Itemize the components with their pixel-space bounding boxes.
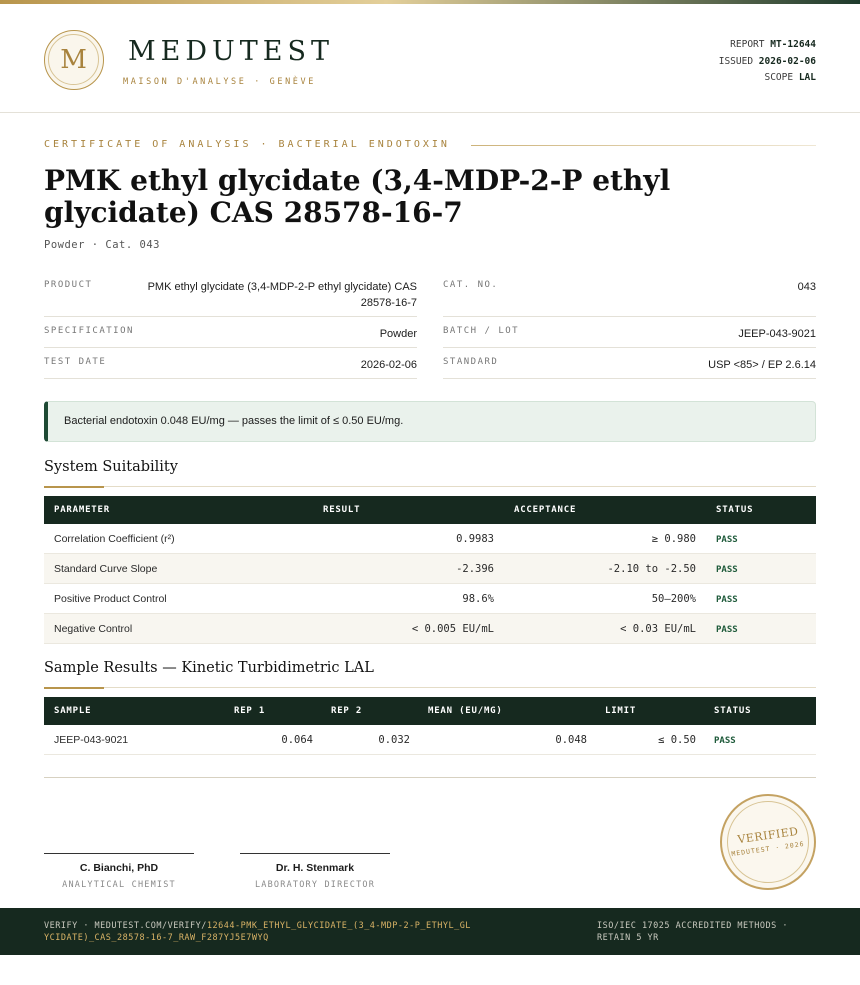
table-row: Negative Control < 0.005 EU/mL < 0.03 EU/mL PASS [44,614,816,644]
signature-divider [44,777,816,778]
verify-line: VERIFY · MEDUTEST.COM/VERIFY/12644-PMK_ETHYL_GLYCIDATE_(3_4-MDP-2-P_ETHYL_GLYCIDATE)_CAS_28578-16-7_RAW_F287YJ5E7WYQ [44,921,471,943]
issued-date: 2026-02-06 [758,55,816,67]
detail-specification: SPECIFICATION Powder [44,324,417,348]
eyebrow-rule [471,145,816,146]
scope-line: SCOPE LAL [764,72,816,83]
issued-date-line: ISSUED 2026-02-06 [718,55,816,67]
status-badge: PASS [716,625,738,635]
status-badge: PASS [716,535,738,545]
table-row: Standard Curve Slope -2.396 -2.10 to -2.50 PASS [44,554,816,584]
detail-cat-no: CAT. NO. 043 [443,278,816,317]
page-title: PMK ethyl glycidate (3,4-MDP-2-P ethyl glycidate) CAS 28578-16-7 [44,164,671,229]
page-header [0,4,860,113]
scope-value: LAL [798,72,816,83]
detail-standard: STANDARD USP <85> / EP 2.6.14 [443,355,816,379]
verified-seal-icon: VERIFIED MEDUTEST · 2026 [720,794,816,890]
sample-results-heading: Sample Results — Kinetic Turbidimetric LAL [44,660,374,676]
accreditation-note: ISO/IEC 17025 ACCREDITED METHODS · RETAIN 5 YR [597,921,788,943]
sample-results-table [44,697,816,755]
section-rule [44,687,816,688]
status-badge: PASS [716,595,738,605]
logo-monogram: M [48,34,99,85]
page-footer [0,908,860,955]
table-row: Correlation Coefficient (r²) 0.9983 ≥ 0.980 PASS [44,524,816,554]
result-summary-text: Bacterial endotoxin 0.048 EU/mg — passes the limit of ≤ 0.50 EU/mg. [64,415,404,427]
signer-name: C. Bianchi, PhD [79,862,159,874]
table-row: Positive Product Control 98.6% 50–200% PASS [44,584,816,614]
signer-role: LABORATORY DIRECTOR [254,880,376,890]
signer-role: ANALYTICAL CHEMIST [62,880,176,890]
certificate-eyebrow: CERTIFICATE OF ANALYSIS · BACTERIAL ENDOTOXIN [44,139,450,150]
result-summary-banner [44,401,816,442]
table-header: SAMPLE REP 1 REP 2 MEAN (EU/MG) LIMIT STATUS [44,697,816,725]
table-header: PARAMETER RESULT ACCEPTANCE STATUS [44,496,816,524]
brand-logo [44,30,104,90]
section-rule [44,486,816,487]
brand-name: MEDUTEST [128,36,334,67]
brand-tagline: MAISON D'ANALYSE · GENÈVE [123,77,316,87]
report-number: MT-12644 [770,39,816,50]
verify-link[interactable]: 12644-PMK_ETHYL_GLYCIDATE_(3_4-MDP-2-P_ETHYL_GLYCIDATE)_CAS_28578-16-7_RAW_F287YJ5E7WYQ [44,921,471,943]
table-row: JEEP-043-9021 0.064 0.032 0.048 ≤ 0.50 PASS [44,725,816,755]
system-suitability-heading: System Suitability [44,459,178,475]
report-meta [719,37,816,87]
detail-test-date: TEST DATE 2026-02-06 [44,355,417,379]
signature-analyst [44,853,194,890]
signature-director [240,853,390,890]
page-subtitle: Powder · Cat. 043 [44,239,160,251]
status-badge: PASS [714,736,736,746]
status-badge: PASS [716,565,738,575]
detail-product: PRODUCT PMK ethyl glycidate (3,4-MDP-2-P ethyl glycidate) CAS 28578-16-7 [44,278,417,317]
detail-batch-lot: BATCH / LOT JEEP-043-9021 [443,324,816,348]
report-number-line: REPORT MT-12644 [730,39,816,50]
system-suitability-table [44,496,816,644]
signer-name: Dr. H. Stenmark [275,862,355,874]
